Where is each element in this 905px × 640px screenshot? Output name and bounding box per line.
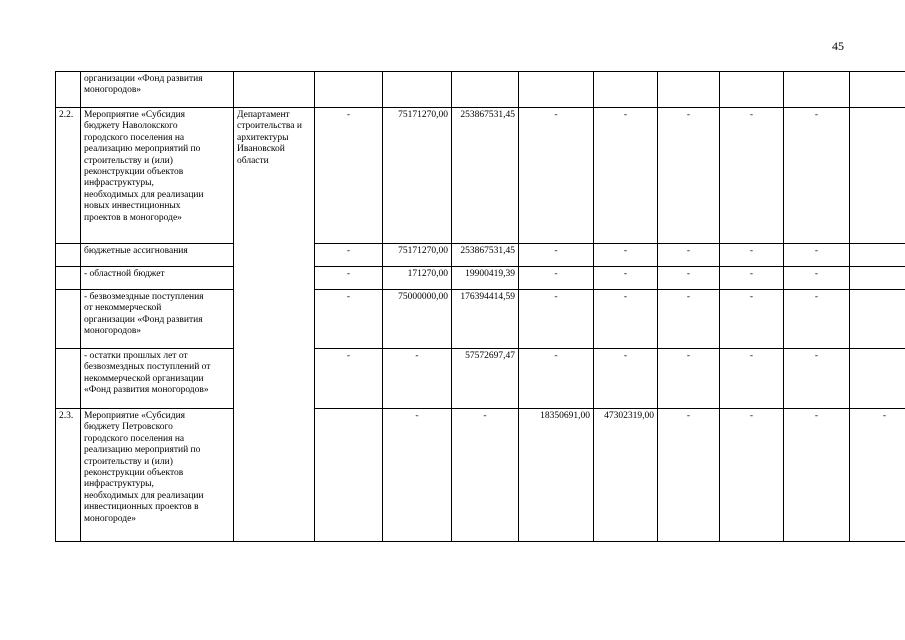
value-cell [594, 72, 658, 108]
row-number [56, 267, 81, 290]
value-cell: - [720, 290, 784, 349]
row-name: Мероприятие «Субсидия бюджету Наволокского городского поселения на реализацию мероприятий по строительству и (или) реконструкции объектов инфраструктуры, необходимых для реализации новых инвестиционных проектов в моногороде» [81, 108, 234, 244]
value-cell: - [784, 108, 850, 244]
value-cell: 75171270,00 [383, 244, 452, 267]
table-row [56, 349, 905, 409]
value-cell: - [658, 244, 720, 267]
value-cell: - [720, 409, 784, 542]
value-cell: - [519, 267, 594, 290]
page-number: 45 [832, 39, 844, 53]
value-cell: - [315, 267, 383, 290]
value-cell: - [383, 409, 452, 542]
row-name: Мероприятие «Субсидия бюджету Петровского городского поселения на реализацию мероприятий по строительству и (или) реконструкции объектов инфраструктуры, необходимых для реализации инвестиционных проектов в моногороде» [81, 409, 234, 542]
table-row [56, 267, 905, 290]
row-name: бюджетные ассигнования [81, 244, 234, 267]
value-cell [383, 72, 452, 108]
value-cell: 47302319,00 [594, 409, 658, 542]
value-cell: - [658, 267, 720, 290]
value-cell: - [519, 349, 594, 409]
row-name: - областной бюджет [81, 267, 234, 290]
value-cell: - [658, 409, 720, 542]
budget-table [55, 71, 905, 542]
value-cell: - [452, 409, 519, 542]
value-cell [784, 72, 850, 108]
value-cell: - [594, 108, 658, 244]
row-name: - остатки прошлых лет от безвозмездных поступлений от некоммерческой организации «Фонд развития моногородов» [81, 349, 234, 409]
value-cell: - [850, 409, 905, 542]
value-cell: 19900419,39 [452, 267, 519, 290]
value-cell: - [658, 108, 720, 244]
value-cell: - [784, 409, 850, 542]
value-cell: - [720, 349, 784, 409]
value-cell: - [519, 108, 594, 244]
value-cell [850, 290, 905, 349]
executor-cell [234, 72, 315, 108]
value-cell: 18350691,00 [519, 409, 594, 542]
value-cell: - [594, 267, 658, 290]
table-row [56, 409, 905, 542]
value-cell: - [519, 290, 594, 349]
value-cell [850, 267, 905, 290]
table-row [56, 108, 905, 244]
value-cell: 176394414,59 [452, 290, 519, 349]
value-cell [452, 72, 519, 108]
value-cell [720, 72, 784, 108]
value-cell: - [594, 290, 658, 349]
value-cell: - [658, 349, 720, 409]
value-cell: - [594, 244, 658, 267]
value-cell [850, 244, 905, 267]
value-cell: 57572697,47 [452, 349, 519, 409]
value-cell [850, 72, 905, 108]
value-cell: - [315, 108, 383, 244]
value-cell: - [784, 244, 850, 267]
value-cell: 253867531,45 [452, 108, 519, 244]
value-cell: 75171270,00 [383, 108, 452, 244]
row-number [56, 290, 81, 349]
executor-cell: Департамент строительства и архитектуры Ивановской области [234, 108, 315, 542]
value-cell: - [784, 290, 850, 349]
value-cell: - [594, 349, 658, 409]
value-cell [519, 72, 594, 108]
value-cell: - [720, 244, 784, 267]
row-number [56, 244, 81, 267]
value-cell: - [315, 244, 383, 267]
value-cell: - [720, 108, 784, 244]
executor-cell [315, 409, 383, 542]
row-name: организации «Фонд развития моногородов» [81, 72, 234, 108]
table-row [56, 290, 905, 349]
row-number [56, 349, 81, 409]
row-name: - безвозмездные поступления от некоммерческой организации «Фонд развития моногородов» [81, 290, 234, 349]
value-cell: - [658, 290, 720, 349]
value-cell: - [519, 244, 594, 267]
value-cell [850, 108, 905, 244]
table-row [56, 244, 905, 267]
value-cell: - [315, 290, 383, 349]
value-cell: - [784, 267, 850, 290]
value-cell [658, 72, 720, 108]
value-cell: 253867531,45 [452, 244, 519, 267]
value-cell [315, 72, 383, 108]
table-row [56, 72, 905, 108]
value-cell: - [315, 349, 383, 409]
row-number: 2.2. [56, 108, 81, 244]
value-cell [850, 349, 905, 409]
value-cell: - [383, 349, 452, 409]
row-number: 2.3. [56, 409, 81, 542]
row-number [56, 72, 81, 108]
value-cell: - [720, 267, 784, 290]
value-cell: 171270,00 [383, 267, 452, 290]
value-cell: 75000000,00 [383, 290, 452, 349]
value-cell: - [784, 349, 850, 409]
